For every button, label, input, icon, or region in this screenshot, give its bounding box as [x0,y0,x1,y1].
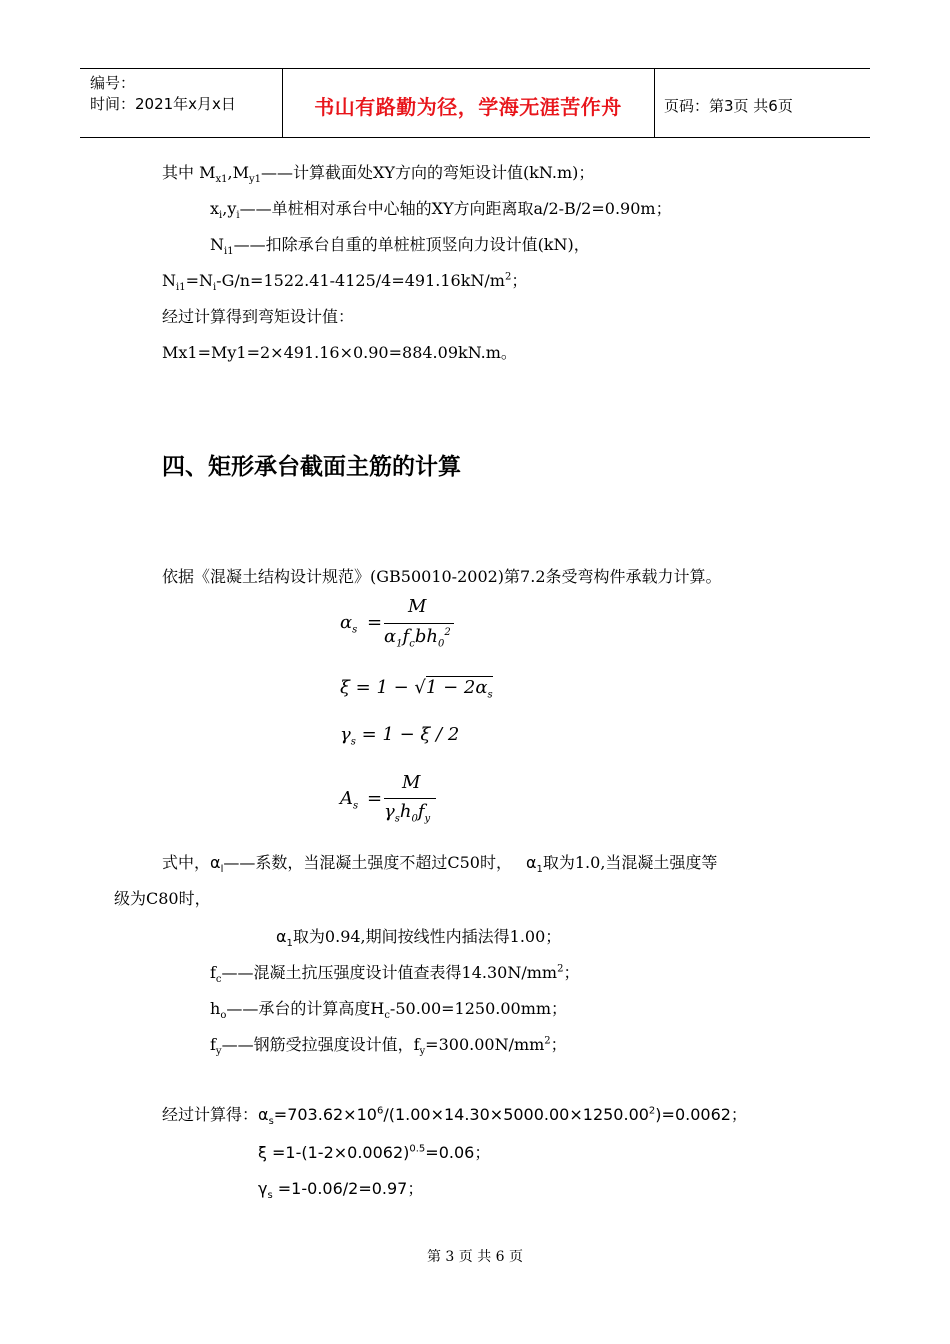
text: α [210,853,221,872]
section-heading: 四、矩形承台截面主筋的计算 [162,454,461,480]
text: 取为0.94,期间按线性内插法得1.00； [292,927,562,946]
time-label: 时间：2021年x月x日 [90,95,236,113]
subscript: i [236,210,240,222]
subscript: s [267,1190,273,1202]
text: ξ = 1 − √ [340,677,426,698]
text: α [340,612,353,633]
text-line-4 [162,268,527,293]
subscript: l [220,864,224,876]
text: 经过计算得： [162,1105,259,1124]
text-line-9: 级为C80时， [114,889,211,908]
subscript: i1 [176,282,186,294]
subscript: 1 [536,864,543,876]
text-line-8 [162,850,717,875]
text: f [210,1035,216,1054]
text-line-16 [258,1176,423,1201]
fraction-bar [384,623,454,624]
text-line-15 [258,1140,490,1163]
text: ； [563,963,580,982]
subscript: s [268,1116,274,1128]
text-line-2 [210,196,672,221]
text-line-3 [210,232,590,257]
text-line-10 [276,924,561,949]
text: ,y [222,199,237,218]
subscript: s [487,689,493,701]
subscript: 1 [396,638,403,650]
subscript: c [384,1010,390,1022]
subscript: y1 [248,174,261,186]
text: γ [258,1179,268,1198]
text: =0.06； [425,1143,491,1162]
subscript: y [419,1046,426,1058]
text: α [525,853,537,872]
fraction-bar [384,798,436,799]
text: ； [550,1035,567,1054]
page-label: 页码：第3页 共6页 [664,97,793,115]
subscript: 0 [411,813,418,825]
text: ——单桩相对承台中心轴的XY方向距离取a/2-B/2=0.90m； [239,199,672,218]
text: ,M [227,163,249,182]
subscript: s [352,624,358,636]
text-line-14 [162,1102,747,1127]
text: =703.62×10 [273,1105,377,1124]
text: -G/n=1522.41-4125/4=491.16kN/m [216,271,505,290]
text: α [258,1105,269,1124]
subscript: o [220,1010,227,1022]
text: =N [185,271,213,290]
subscript: c [409,638,415,650]
text: A [340,788,353,809]
text: ξ =1-(1-2×0.0062) [258,1143,410,1162]
radicand [425,676,493,701]
motto: 书山有路勤为径，学海无涯苦作舟 [314,95,622,119]
subscript: 1 [286,938,293,950]
text-line-6: Mx1=My1=2×491.16×0.90=884.09kN.m。 [162,343,517,362]
text-line-11 [210,960,579,985]
subscript: 0 [437,638,445,650]
header-right-cell [654,69,870,137]
text-line-5: 经过计算得到弯矩设计值： [162,307,355,326]
superscript: 0.5 [409,1143,426,1155]
formula-numerator: M [402,772,421,793]
text: h [210,999,221,1018]
page-header [80,68,870,138]
formula-numerator: M [408,596,427,617]
text: )=0.0062； [655,1105,747,1124]
superscript: 2 [648,1105,656,1117]
equals-sign: = [367,612,383,633]
text: 式中， [162,853,211,872]
formula-gamma-s [340,724,459,748]
page-footer: 第 3 页 共 6 页 [426,1249,524,1265]
text: = 1 − ξ / 2 [355,724,460,745]
text: ——混凝土抗压强度设计值查表得14.30N/mm [221,963,558,982]
formula-denominator [384,626,451,650]
text: /(1.00×14.30×5000.00×1250.00 [383,1105,649,1124]
text: f [402,626,410,647]
subscript: c [215,974,222,986]
formula-denominator [384,801,430,825]
subscript: s [350,736,356,748]
subscript: i [212,282,217,294]
text: 1 − 2α [425,677,488,698]
text: =300.00N/mm [425,1035,545,1054]
formula-as [340,770,460,830]
text: α [276,927,287,946]
header-left-cell [80,69,283,137]
formula-alpha-s [340,598,480,658]
text: f [417,801,425,822]
text: bh [414,626,438,647]
text: x [210,199,220,218]
text-line-7: 依据《混凝土结构设计规范》(GB50010-2002)第7.2条受弯构件承载力计算。 [162,567,722,586]
superscript: 6 [376,1105,384,1117]
superscript: 2 [504,271,512,283]
formula-lhs [340,788,358,812]
text: N [210,235,224,254]
subscript: s [353,800,359,812]
subscript: i1 [224,246,234,258]
text: ——计算截面处XY方向的弯矩设计值(kN.m)； [260,163,595,182]
subscript: i [219,210,223,222]
subscript: x1 [215,174,228,186]
number-label: 编号： [90,74,136,92]
subscript: y [215,1046,222,1058]
superscript: 2 [544,1035,551,1047]
text: h [399,801,412,822]
text: ——钢筋受拉强度设计值，f [221,1035,420,1054]
text: -50.00=1250.00mm； [389,999,568,1018]
formula-lhs [340,612,357,636]
text: γ [340,724,351,745]
header-middle-cell [282,69,655,137]
text-line-13 [210,1032,567,1057]
text: ——扣除承台自重的单桩桩顶竖向力设计值(kN)， [233,235,590,254]
text: ——承台的计算高度H [226,999,385,1018]
text: =1-0.06/2=0.97； [272,1179,424,1198]
text: 其中 M [162,163,216,182]
text: ； [511,271,528,290]
text-line-12 [210,996,567,1021]
text: 取为1.0,当混凝土强度等 [542,853,718,872]
subscript: s [394,813,400,825]
text-line-1 [162,160,594,185]
superscript: 2 [557,963,564,975]
formula-xi [340,677,493,701]
subscript: y [424,813,431,825]
equals-sign: = [367,788,383,809]
superscript: 2 [444,627,451,638]
text: N [162,271,176,290]
text: ——系数，当混凝土强度不超过C50时， [223,853,512,872]
text: α [384,626,397,647]
text: γ [384,801,395,822]
text: f [210,963,216,982]
